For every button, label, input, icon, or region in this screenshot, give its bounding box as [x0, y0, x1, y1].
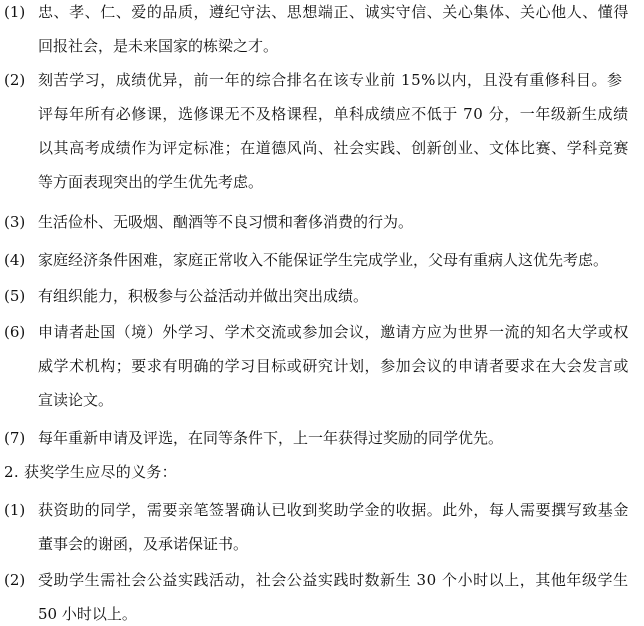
item-text-line: 有组织能力，积极参与公益活动并做出突出成绩。: [38, 287, 369, 305]
section-heading: 2. 获奖学生应尽的义务：: [4, 463, 177, 481]
item-text-line: 回报社会，是未来国家的栋梁之才。: [38, 37, 279, 55]
item-text-line: 受助学生需社会公益实践活动，社会公益实践时数新生 30 个小时以上，其他年级学生: [38, 571, 629, 589]
item-number: (4): [4, 251, 26, 269]
item-number: (2): [4, 71, 26, 89]
item-number: (7): [4, 429, 26, 447]
item-text-line: 忠、孝、仁、爱的品质，遵纪守法、思想端正、诚实守信、关心集体、关心他人、懂得: [38, 3, 629, 21]
item-text-line: 董事会的谢函，及承诺保证书。: [38, 535, 249, 553]
item-number: (6): [4, 323, 26, 341]
item-text-line: 生活俭朴、无吸烟、酗酒等不良习惯和奢侈消费的行为。: [38, 213, 414, 231]
item-number: (3): [4, 213, 26, 231]
item-text-line: 刻苦学习，成绩优异，前一年的综合排名在该专业前 15%以内，且没有重修科目。参: [38, 71, 623, 89]
item-text-line: 宣读论文。: [38, 391, 114, 409]
item-number: (1): [4, 3, 26, 21]
item-text-line: 等方面表现突出的学生优先考虑。: [38, 173, 264, 191]
item-text-line: 评每年所有必修课，选修课无不及格课程，单科成绩应不低于 70 分，一年级新生成绩: [38, 105, 629, 123]
item-number: (5): [4, 287, 26, 305]
item-text-line: 50 小时以上。: [38, 605, 137, 623]
item-text-line: 申请者赴国（境）外学习、学术交流或参加会议，邀请方应为世界一流的知名大学或权: [38, 323, 629, 341]
item-text-line: 威学术机构；要求有明确的学习目标或研究计划，参加会议的申请者要求在大会发言或: [38, 357, 629, 375]
item-text-line: 家庭经济条件困难，家庭正常收入不能保证学生完成学业，父母有重病人这优先考虑。: [38, 251, 609, 269]
item-text-line: 每年重新申请及评选，在同等条件下，上一年获得过奖励的同学优先。: [38, 429, 504, 447]
item-number: (2): [4, 571, 26, 589]
item-text-line: 以其高考成绩作为评定标准；在道德风尚、社会实践、创新创业、文体比赛、学科竞赛: [38, 139, 629, 157]
item-number: (1): [4, 501, 26, 519]
item-text-line: 获资助的同学，需要亲笔签署确认已收到奖助学金的收据。此外，每人需要撰写致基金: [38, 501, 629, 519]
